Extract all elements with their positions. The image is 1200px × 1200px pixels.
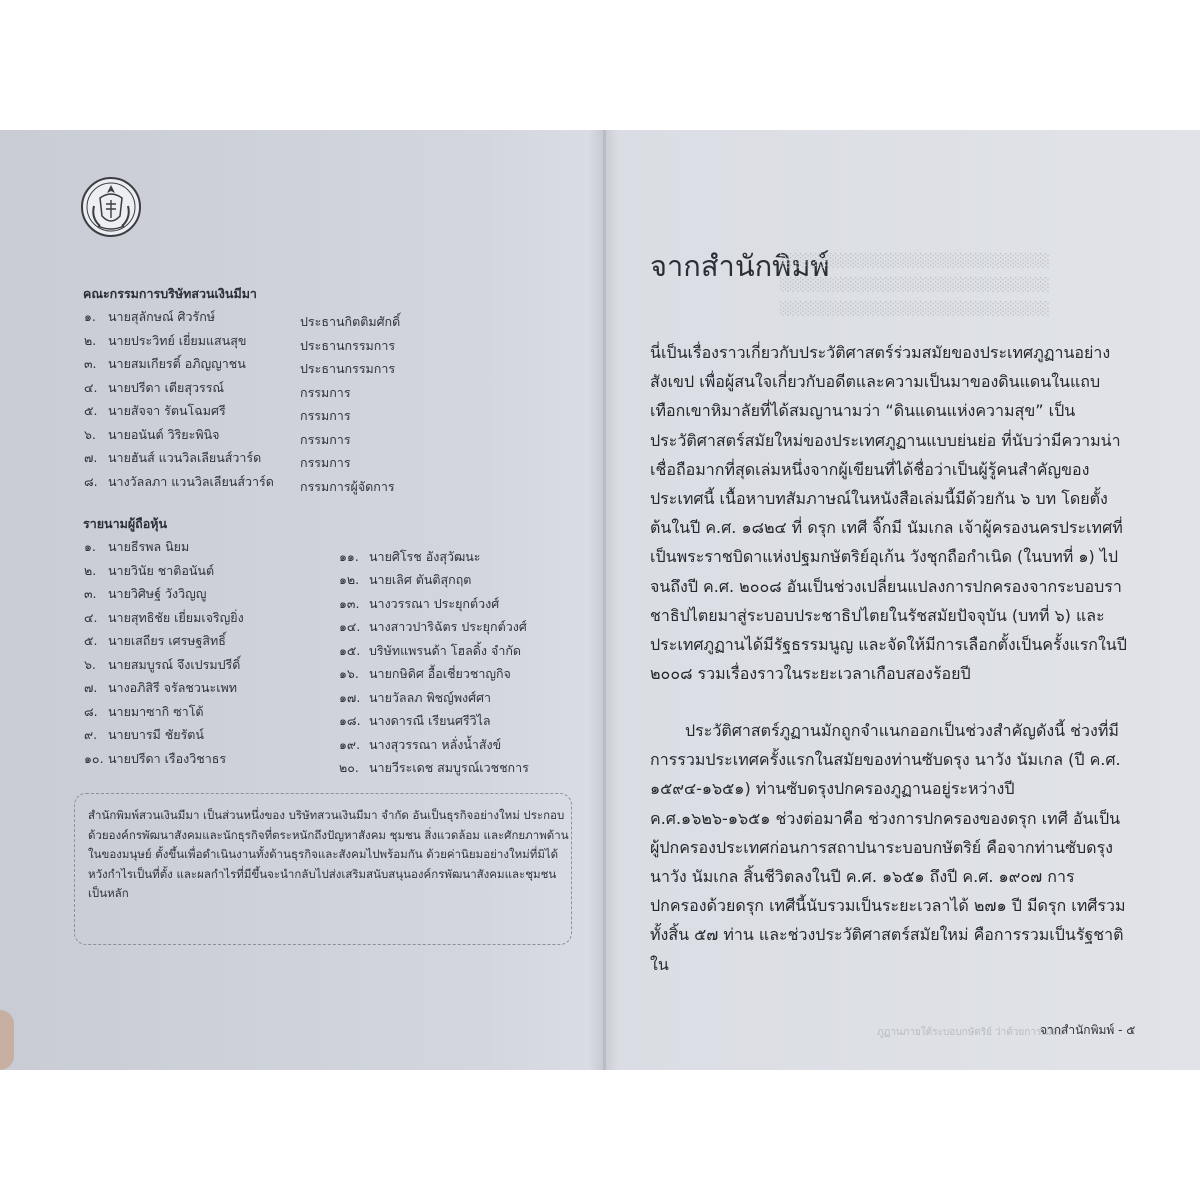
member-name: นายสัจจา รัตนโฉมศรี (108, 403, 226, 418)
board-member (84, 378, 224, 398)
shareholder-name: นางดารณี เรียนศรีวิไล (369, 713, 491, 728)
royal-seal-icon (80, 176, 142, 238)
shareholder-name: นายปรีดา เรืองวิชาธร (108, 751, 227, 766)
member-role: กรรมการ (300, 385, 351, 400)
shareholder-number: ๑๗. (339, 690, 361, 705)
member-name: นายฮันส์ แวนวิลเลียนส์วาร์ด (108, 450, 262, 465)
show-through-text: ░░░░░░░░░░░░░░░░░░░░░░░░░░░ (780, 302, 1050, 317)
board-member (84, 472, 274, 492)
member-role: ประธานกิตติมศักดิ์ (300, 314, 401, 329)
board-member (84, 401, 226, 421)
shareholder-number: ๓. (84, 586, 97, 601)
shareholder-number: ๔. (84, 610, 98, 625)
page-number: จากสำนักพิมพ์ - ๕ (1040, 1023, 1136, 1037)
shareholder-number: ๑๑. (339, 549, 359, 564)
shareholder-number: ๑๐. (84, 751, 104, 766)
member-name: นายสมเกียรติ์ อภิญญาชน (108, 356, 246, 371)
shareholder (339, 641, 521, 661)
shareholder (339, 547, 481, 567)
shareholder-name: นายวีระเดช สมบูรณ์เวชชการ (369, 760, 529, 775)
shareholder (84, 655, 240, 675)
page-title: จากสำนักพิมพ์ (650, 249, 830, 283)
book-gutter (603, 130, 606, 1070)
intro-paragraph-1: นี่เป็นเรื่องราวเกี่ยวกับประวัติศาสตร์ร่วมสมัยของประเทศภูฏานอย่างสังเขป เพื่อผู้สนใจเกี่ยวกับอดีตและความเป็นมาของดินแดนในแถบเทือกเขาหิมาลัยที่ได้สมญานามว่า “ดินแดนแห่งความสุข” เป็นประวัติศาสตร์สมัยใหม่ของประเทศภูฏานแบบย่นย่อ ที่นับว่ามีความน่าเชื่อถือมากที่สุดเล่มหนึ่งจากผู้เขียนที่ได้ชื่อว่าเป็นผู้รู้คนสำคัญของประเทศนี้ เนื้อหาบทสัมภาษณ์ในหนังสือเล่มนี้มีด้วยกัน ๖ บท โดยตั้งต้นในปี ค.ศ. ๑๘๒๔ ที่ ดรุก เทศี จิ๊กมี นัมเกล เจ้าผู้ครองนครประเทศที่เป็นพระราชบิดาแห่งปฐมกษัตริย์อุเก้น วังชุกถือกำเนิด (ในบทที่ ๑) ไปจนถึงปี ค.ศ. ๒๐๐๘ อันเป็นช่วงเปลี่ยนแปลงการปกครองจากระบอบราชาธิปไตยมาสู่ระบอบประชาธิปไตยในรัชสมัยปัจจุบัน (บทที่ ๖) และประเทศภูฏานได้มีรัฐธรรมนูญ และจัดให้มีการเลือกตั้งเป็นครั้งแรกในปี ๒๐๐๘ รวมเรื่องราวในระยะเวลาเกือบสองร้อยปี (650, 343, 1127, 684)
shareholder-name: นางสุวรรณา หลั่งน้ำสังข์ (369, 737, 502, 752)
shareholder (84, 608, 244, 628)
member-role: ประธานกรรมการ (300, 361, 396, 376)
shareholder-name: นายสมบูรณ์ จึงเปรมปรีดิ์ (108, 657, 241, 672)
shareholder (339, 664, 511, 684)
member-role: กรรมการ (300, 408, 351, 423)
shareholder-name: นายวินัย ชาติอนันต์ (108, 563, 215, 578)
shareholder-name: นายเสถียร เศรษฐสิทธิ์ (108, 633, 226, 648)
shareholder-number: ๙. (84, 727, 98, 742)
member-role: กรรมการผู้จัดการ (300, 479, 395, 494)
shareholder-number: ๑๖. (339, 666, 359, 681)
shareholder (84, 725, 204, 745)
shareholder-number: ๑. (84, 539, 96, 554)
shareholder-name: นางวรรณา ประยุกต์วงศ์ (369, 596, 500, 611)
member-name: นายปรีดา เตียสุวรรณ์ (108, 380, 225, 395)
show-through-text: ░░░░░░░░░░░░░░░░░░░░░░░░░░░ (780, 254, 1050, 269)
shareholder-number: ๑๓. (339, 596, 360, 611)
member-number: ๒. (84, 333, 97, 348)
shareholder (339, 617, 527, 637)
shareholder (339, 735, 501, 755)
shareholder (84, 561, 214, 581)
shareholder (84, 702, 204, 722)
shareholder-number: ๘. (84, 704, 98, 719)
shareholder-number: ๕. (84, 633, 98, 648)
member-number: ๘. (84, 474, 98, 489)
member-name: นายอนันต์ วิริยะพินิจ (108, 427, 220, 442)
member-role: กรรมการ (300, 455, 351, 470)
member-number: ๖. (84, 427, 96, 442)
shareholder-number: ๑๒. (339, 572, 360, 587)
running-footer: ภูฏานภายใต้ระบอบกษัตริย์ ว่าด้วยการเมือง (877, 1027, 1063, 1038)
shareholder (84, 678, 237, 698)
shareholder-name: นางสาวปาริฉัตร ประยุกต์วงศ์ (369, 619, 527, 634)
shareholder-name: นายบารมี ชัยรัตน์ (108, 727, 204, 742)
shareholder-name: นายศิโรช อังสุวัฒนะ (369, 549, 481, 564)
shareholder-name: นายวิศิษฐ์ วังวิญญู (108, 586, 207, 601)
shareholder (339, 758, 529, 778)
member-number: ๕. (84, 403, 98, 418)
shareholder (84, 631, 226, 651)
shareholder-number: ๑๔. (339, 619, 361, 634)
member-name: นางวัลลภา แวนวิลเลียนส์วาร์ด (108, 474, 274, 489)
member-name: นายประวิทย์ เยี่ยมแสนสุข (108, 333, 247, 348)
shareholder (84, 537, 189, 557)
shareholder (339, 688, 491, 708)
member-name: นายสุลักษณ์ ศิวรักษ์ (108, 309, 216, 324)
shareholder-name: นายเลิศ ตันติสุกฤต (369, 572, 472, 587)
shareholders-title: รายนามผู้ถือหุ้น (83, 516, 168, 531)
shareholder-number: ๒. (84, 563, 97, 578)
board-member (84, 448, 261, 468)
board-title: คณะกรรมการบริษัทสวนเงินมีมา (83, 286, 257, 301)
shareholder-number: ๑๕. (339, 643, 361, 658)
board-member (84, 331, 246, 351)
member-role: ประธานกรรมการ (300, 338, 396, 353)
intro-paragraph-2: ประวัติศาสตร์ภูฏานมักถูกจำแนกออกเป็นช่วงสำคัญดังนี้ ช่วงที่มีการรวมประเทศครั้งแรกในสมัยของท่านซับดรุง นาวัง นัมเกล (ปี ค.ศ. ๑๕๙๔-๑๖๕๑) ท่านซับดรุงปกครองภูฏานอยู่ระหว่างปี ค.ศ.๑๖๒๖-๑๖๕๑ ช่วงต่อมาคือ ช่วงการปกครองของดรุก เทศี อันเป็นผู้ปกครองประเทศก่อนการสถาปนาระบอบกษัตริย์ คือจากท่านซับดรุง นาวัง นัมเกล สิ้นชีวิตลงในปี ค.ศ. ๑๖๕๑ ถึงปี ค.ศ. ๑๙๐๗ การปกครองด้วยดรุก เทศีนี้นับรวมเป็นระยะเวลาได้ ๒๗๑ ปี มีดรุก เทศีรวมทั้งสิ้น ๕๗ ท่าน และช่วงประวัติศาสตร์สมัยใหม่ คือการรวมเป็นรัฐชาติใน (650, 721, 1126, 974)
shareholder-number: ๖. (84, 657, 96, 672)
shareholder-number: ๑๘. (339, 713, 361, 728)
member-number: ๑. (84, 309, 96, 324)
shareholder-number: ๑๙. (339, 737, 361, 752)
shareholder-name: นายวัลลภ พิชญ์พงศ์ศา (369, 690, 492, 705)
board-member (84, 307, 215, 327)
shareholder-number: ๒๐. (339, 760, 359, 775)
publisher-info-text: สำนักพิมพ์สวนเงินมีมา เป็นส่วนหนึ่งของ บริษัทสวนเงินมีมา จำกัด อันเป็นธุรกิจอย่างใหม่ ประกอบด้วยองค์กรพัฒนาสังคมและนักธุรกิจที่ตระหนักถึงปัญหาสังคม ชุมชน สิ่งแวดล้อม และศักยภาพด้านในของมนุษย์ ตั้งขึ้นเพื่อดำเนินงานทั้งด้านธุรกิจและสังคมไปพร้อมกัน ด้วยค่านิยมอย่างใหม่ที่มิได้หวังกำไรเป็นที่ตั้ง และผลกำไรที่มีขึ้นจะนำกลับไปส่งเสริมสนับสนุนองค์กรพัฒนาสังคมและชุมชนเป็นหลัก (88, 808, 569, 900)
shareholder (339, 594, 499, 614)
board-member (84, 425, 219, 445)
shareholder-name: นางอภิสิรี จรัลชวนะเพท (108, 680, 237, 695)
shareholder (339, 711, 491, 731)
thumb (0, 1010, 14, 1070)
member-role: กรรมการ (300, 432, 351, 447)
show-through-text: ░░░░░░░░░░░░░░░░░░░░░░░░░░░ (780, 278, 1050, 293)
shareholder-name: นายกษิดิศ อื้อเชี่ยวชาญกิจ (369, 666, 511, 681)
member-number: ๓. (84, 356, 97, 371)
shareholder (339, 570, 471, 590)
shareholder-name: บริษัทแพรนด้า โฮลดิ้ง จำกัด (369, 643, 522, 658)
shareholder (84, 584, 206, 604)
shareholder-name: นายสุทธิชัย เยี่ยมเจริญยิ่ง (108, 610, 244, 625)
shareholder (84, 749, 226, 769)
member-number: ๔. (84, 380, 98, 395)
shareholder-number: ๗. (84, 680, 98, 695)
board-member (84, 354, 246, 374)
member-number: ๗. (84, 450, 98, 465)
shareholder-name: นายธีรพล นิยม (108, 539, 190, 554)
shareholder-name: นายมาซากิ ซาโต้ (108, 704, 204, 719)
